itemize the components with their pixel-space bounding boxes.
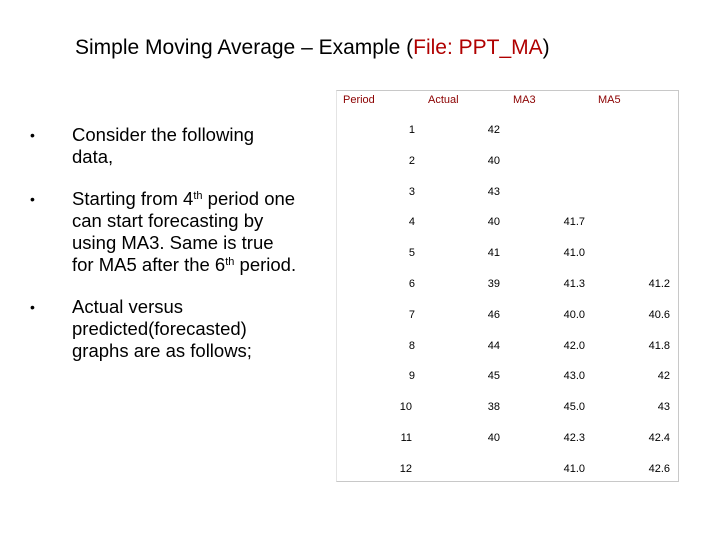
cell-actual: 41 <box>487 247 500 259</box>
cell-period: 9 <box>408 370 415 382</box>
cell-period: 6 <box>408 278 415 290</box>
cell-ma5: 43 <box>657 401 670 413</box>
cell-ma3: 43.0 <box>563 370 585 382</box>
cell-actual: 40 <box>487 432 500 444</box>
title-file-name: File: PPT_MA <box>413 36 543 59</box>
cell-actual: 44 <box>487 340 500 352</box>
column-header-ma3: MA3 <box>513 94 536 106</box>
slide-title <box>75 36 550 60</box>
bullet-text <box>72 188 300 276</box>
cell-ma3: 40.0 <box>563 309 585 321</box>
cell-period: 5 <box>408 247 415 259</box>
bullet-text: Consider the following data, <box>72 124 255 167</box>
cell-ma5: 41.8 <box>648 340 670 352</box>
bullet-text-part: period. <box>234 254 297 275</box>
title-prefix: Simple Moving Average – Example ( <box>75 36 414 59</box>
cell-ma3: 41.0 <box>563 247 585 259</box>
bullet-item <box>28 188 300 276</box>
bullet-dot-icon: • <box>30 299 35 315</box>
cell-ma5: 42.4 <box>648 432 670 444</box>
cell-actual: 43 <box>487 186 500 198</box>
cell-actual: 45 <box>487 370 500 382</box>
cell-period: 4 <box>408 216 415 228</box>
bullet-item <box>28 296 300 362</box>
cell-actual: 42 <box>487 124 500 136</box>
bullet-item <box>28 124 300 168</box>
bullet-text: Actual versus predicted(forecasted) graphs are as follows; <box>72 296 252 361</box>
cell-ma3: 45.0 <box>563 401 585 413</box>
cell-period: 1 <box>408 124 415 136</box>
bullet-text-part: Starting from 4 <box>72 188 194 209</box>
cell-period: 12 <box>399 463 412 475</box>
cell-period: 10 <box>399 401 412 413</box>
cell-period: 3 <box>408 186 415 198</box>
column-header-ma5: MA5 <box>598 94 621 106</box>
cell-actual: 39 <box>487 278 500 290</box>
cell-ma3: 41.3 <box>563 278 585 290</box>
column-header-period: Period <box>343 94 375 106</box>
bullet-superscript: th <box>225 256 235 268</box>
cell-ma3: 41.0 <box>563 463 585 475</box>
cell-actual: 38 <box>487 401 500 413</box>
cell-period: 11 <box>400 432 412 444</box>
cell-ma5: 40.6 <box>648 309 670 321</box>
cell-period: 8 <box>408 340 415 352</box>
bullet-dot-icon: • <box>30 127 35 143</box>
cell-ma5: 42 <box>657 370 670 382</box>
cell-actual: 46 <box>487 309 500 321</box>
data-table-frame <box>336 90 679 482</box>
bullet-dot-icon: • <box>30 191 35 207</box>
cell-ma5: 42.6 <box>648 463 670 475</box>
column-header-actual: Actual <box>428 94 459 106</box>
cell-ma3: 41.7 <box>563 216 585 228</box>
cell-actual: 40 <box>487 216 500 228</box>
cell-actual: 40 <box>487 155 500 167</box>
bullet-list <box>28 124 300 382</box>
cell-ma5: 41.2 <box>648 278 670 290</box>
cell-period: 7 <box>408 309 415 321</box>
cell-ma3: 42.0 <box>563 340 585 352</box>
cell-ma3: 42.3 <box>563 432 585 444</box>
bullet-superscript: th <box>193 190 203 202</box>
bullet-text-part: period one can start forecasting by using MA3. Same is true for MA5 after the 6 <box>72 188 296 275</box>
cell-period: 2 <box>408 155 415 167</box>
title-suffix: ) <box>542 36 550 59</box>
